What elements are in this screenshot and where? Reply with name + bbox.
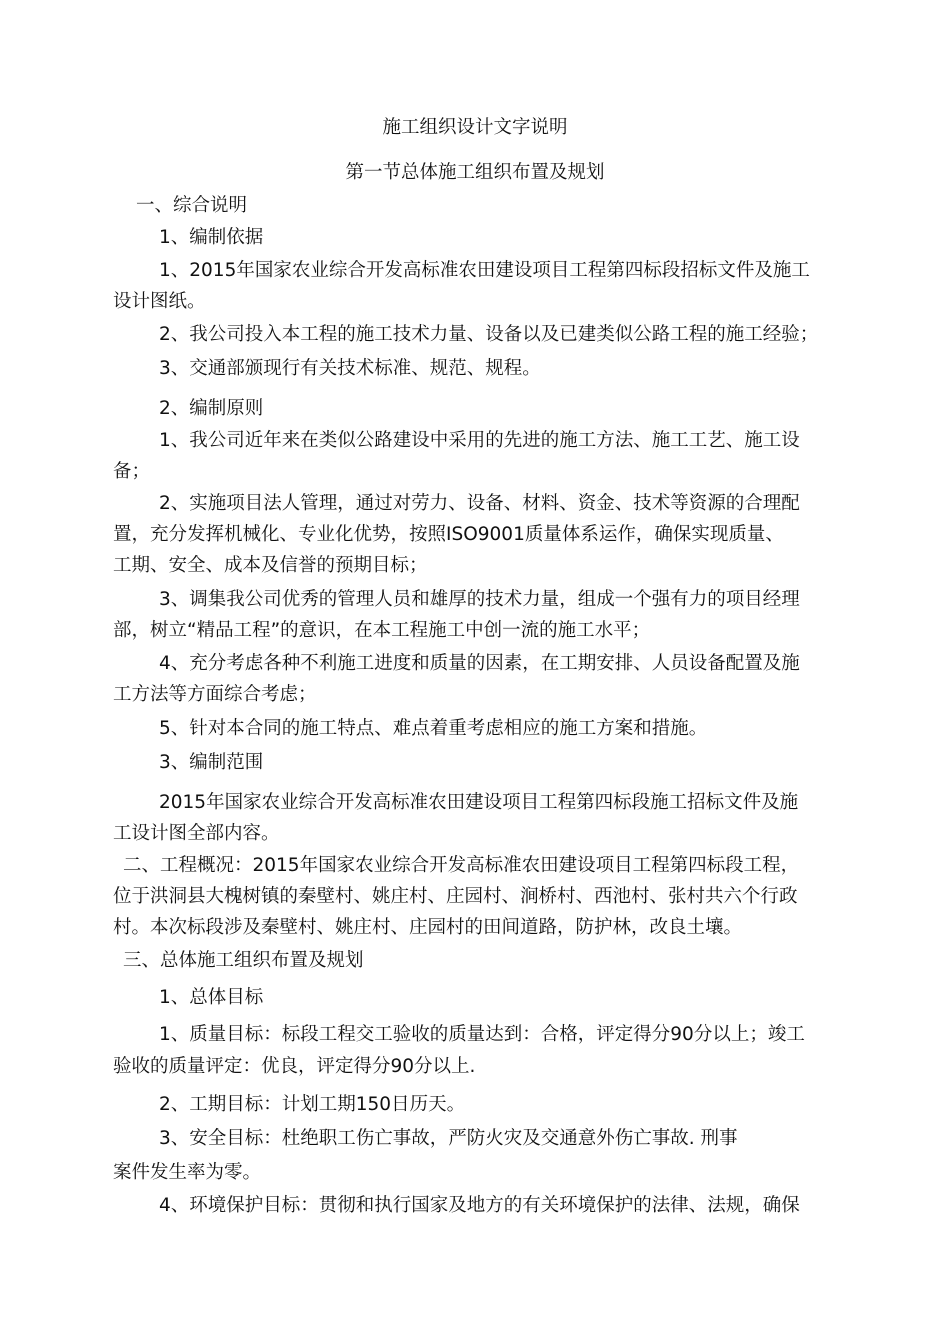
subheading-principles: 2、编制原则 — [159, 398, 264, 419]
paragraph-line: 村。本次标段涉及秦壁村、姚庄村、庄园村的田间道路，防护林，改良土壤。 — [113, 917, 743, 938]
paragraph-line: 部，树立“精品工程”的意识，在本工程施工中创一流的施工水平； — [113, 620, 651, 641]
paragraph-line: 案件发生率为零。 — [113, 1162, 262, 1183]
section-title: 第一节总体施工组织布置及规划 — [345, 162, 605, 183]
paragraph-line: 2015年国家农业综合开发高标准农田建设项目工程第四标段施工招标文件及施 — [159, 792, 799, 813]
subheading-goals: 1、总体目标 — [159, 987, 264, 1008]
paragraph-line: 2、实施项目法人管理，通过对劳力、设备、材料、资金、技术等资源的合理配 — [159, 493, 800, 514]
subheading-basis: 1、编制依据 — [159, 227, 264, 248]
paragraph-line: 工方法等方面综合考虑； — [113, 684, 317, 705]
paragraph-line: 2、工期目标：计划工期150日历天。 — [159, 1094, 466, 1115]
paragraph-line: 4、充分考虑各种不利施工进度和质量的因素，在工期安排、人员设备配置及施 — [159, 653, 800, 674]
paragraph-line: 1、2015年国家农业综合开发高标准农田建设项目工程第四标段招标文件及施工 — [159, 260, 810, 281]
paragraph-line: 3、安全目标：杜绝职工伤亡事故，严防火灾及交通意外伤亡事故. 刑事 — [159, 1128, 738, 1149]
paragraph-line: 3、交通部颁现行有关技术标准、规范、规程。 — [159, 358, 541, 379]
paragraph-line: 4、环境保护目标：贯彻和执行国家及地方的有关环境保护的法律、法规，确保 — [159, 1195, 800, 1216]
paragraph-line: 3、调集我公司优秀的管理人员和雄厚的技术力量，组成一个强有力的项目经理 — [159, 589, 800, 610]
paragraph-line: 置，充分发挥机械化、专业化优势，按照ISO9001质量体系运作，确保实现质量、 — [113, 524, 784, 545]
paragraph-line: 备； — [113, 461, 151, 482]
paragraph-line: 1、质量目标：标段工程交工验收的质量达到：合格，评定得分90分以上；竣工 — [159, 1024, 805, 1045]
paragraph-line: 1、我公司近年来在类似公路建设中采用的先进的施工方法、施工工艺、施工设 — [159, 430, 800, 451]
paragraph-line: 验收的质量评定：优良，评定得分90分以上. — [113, 1056, 476, 1077]
heading-overview: 一、综合说明 — [136, 195, 248, 216]
heading-general-plan: 三、总体施工组织布置及规划 — [123, 950, 364, 971]
paragraph-line: 5、针对本合同的施工特点、难点着重考虑相应的施工方案和措施。 — [159, 718, 708, 739]
subheading-scope: 3、编制范围 — [159, 752, 264, 773]
paragraph-line: 工期、安全、成本及信誉的预期目标； — [113, 555, 428, 576]
paragraph-line: 位于洪洞县大槐树镇的秦壁村、姚庄村、庄园村、涧桥村、西池村、张村共六个行政 — [113, 886, 798, 907]
document-title: 施工组织设计文字说明 — [382, 117, 568, 138]
paragraph-line: 设计图纸。 — [113, 291, 206, 312]
paragraph-line: 工设计图全部内容。 — [113, 823, 280, 844]
paragraph-line: 2、我公司投入本工程的施工技术力量、设备以及已建类似公路工程的施工经验； — [159, 324, 819, 345]
heading-project-overview: 二、工程概况：2015年国家农业综合开发高标准农田建设项目工程第四标段工程， — [123, 855, 800, 876]
